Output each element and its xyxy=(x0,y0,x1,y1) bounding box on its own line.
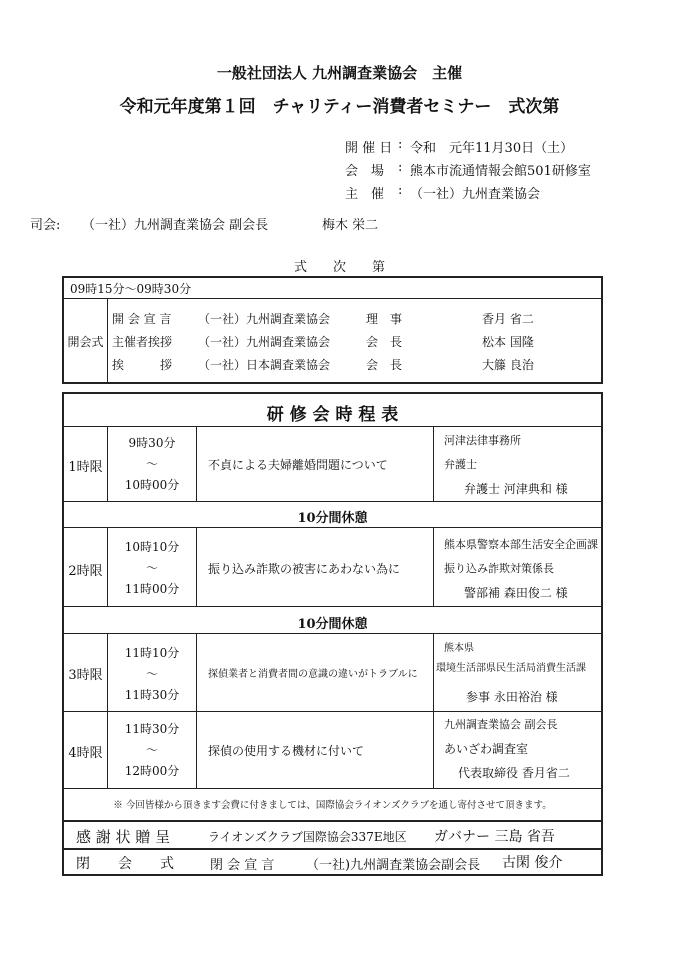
schedule-title: 研 修 会 時 程 表 xyxy=(266,405,399,425)
period-tilde: 〜 xyxy=(145,667,158,681)
closing-name: 古閑 俊介 xyxy=(502,855,563,871)
moderator-org: （一社）九州調査業協会 副会長 xyxy=(82,218,269,233)
period-label: 2時限 xyxy=(68,564,103,579)
period-end: 11時00分 xyxy=(124,582,180,596)
speaker-title: 振り込み詐欺対策係長 xyxy=(444,562,554,575)
speaker-title: 弁護士 xyxy=(444,458,477,471)
period-label: 3時限 xyxy=(68,668,103,683)
opening-name: 香月 省二 xyxy=(482,312,534,326)
opening-name: 松本 国隆 xyxy=(482,335,534,349)
info-host-label: 主 催 xyxy=(345,187,385,202)
period-start: 9時30分 xyxy=(128,436,176,450)
period-start: 11時30分 xyxy=(124,722,180,736)
period-topic: 不貞による夫婦離婚問題について xyxy=(208,458,388,472)
period-end: 10時00分 xyxy=(124,478,180,492)
program-heading: 式 次 第 xyxy=(293,260,385,275)
opening-org: （一社）日本調査業協会 xyxy=(198,358,331,372)
opening-section-label: 開会式 xyxy=(67,335,104,349)
award-person: ガバナー 三島 省吾 xyxy=(434,829,555,845)
moderator-name: 梅木 栄二 xyxy=(322,218,379,233)
opening-role: 理 事 xyxy=(366,312,403,326)
opening-time: 09時15分〜09時30分 xyxy=(70,282,192,296)
opening-name: 大籐 良治 xyxy=(482,358,534,372)
donation-note: ※ 今回皆様から頂きます会費に付きましては、国際協会ライオンズクラブを通し寄付させて頂きます。 xyxy=(113,800,552,811)
period-label: 1時限 xyxy=(68,460,103,475)
period-start: 11時10分 xyxy=(124,646,180,660)
speaker-name: 参事 永田裕治 様 xyxy=(466,690,558,704)
opening-org: （一社）九州調査業協会 xyxy=(198,335,331,349)
period-tilde: 〜 xyxy=(145,561,158,575)
period-topic: 探偵業者と消費者間の意識の違いがトラブルに xyxy=(208,669,418,680)
page-title: 令和元年度第１回 チャリティー消費者セミナー 式次第 xyxy=(119,97,560,117)
period-end: 12時00分 xyxy=(124,764,180,778)
opening-item: 主催者挨拶 xyxy=(112,335,173,349)
break-label: 10分間休憩 xyxy=(297,617,368,632)
break-label: 10分間休憩 xyxy=(297,511,368,526)
period-label: 4時限 xyxy=(68,746,103,761)
info-venue-value: 熊本市流通情報会館501研修室 xyxy=(410,164,591,179)
closing-label: 閉 会 式 xyxy=(76,856,174,872)
speaker-affiliation: 熊本県警察本部生活安全企画課 xyxy=(444,538,598,551)
opening-item: 開 会 宣 言 xyxy=(112,312,172,326)
speaker-name: 弁護士 河津典和 様 xyxy=(464,482,568,496)
period-tilde: 〜 xyxy=(145,457,158,471)
info-date-value: 令和 元年11月30日（土） xyxy=(410,141,574,156)
speaker-affiliation: 九州調査業協会 副会長 xyxy=(444,718,558,731)
info-date-label: 開 催 日 xyxy=(345,141,393,156)
speaker-title: あいざわ調査室 xyxy=(444,742,529,756)
organizer-line: 一般社団法人 九州調査業協会 主催 xyxy=(216,64,463,82)
closing-org: （一社)九州調査業協会副会長 xyxy=(306,858,481,873)
speaker-name: 警部補 森田俊二 様 xyxy=(464,586,568,600)
period-topic: 振り込み詐欺の被害にあわない為に xyxy=(208,562,401,576)
period-topic: 探偵の使用する機材に付いて xyxy=(208,744,365,758)
speaker-affiliation: 熊本県 xyxy=(444,643,474,654)
opening-role: 会 長 xyxy=(366,335,403,349)
opening-role: 会 長 xyxy=(366,358,403,372)
period-end: 11時30分 xyxy=(124,688,180,702)
award-org: ライオンズクラブ国際協会337E地区 xyxy=(208,830,407,844)
opening-org: （一社）九州調査業協会 xyxy=(198,312,331,326)
award-label: 感 謝 状 贈 呈 xyxy=(76,828,171,846)
info-venue-label: 会 場 xyxy=(345,164,385,179)
speaker-affiliation: 河津法律事務所 xyxy=(444,434,521,447)
period-start: 10時10分 xyxy=(124,540,180,554)
moderator-label: 司会: xyxy=(30,218,61,233)
opening-item: 挨 拶 xyxy=(112,358,173,372)
speaker-title: 環境生活部県民生活局消費生活課 xyxy=(436,663,586,674)
period-tilde: 〜 xyxy=(145,743,158,757)
speaker-name: 代表取締役 香月省二 xyxy=(458,766,570,780)
info-host-value: （一社）九州査業協会 xyxy=(410,187,541,202)
closing-item: 閉 会 宣 言 xyxy=(210,858,275,873)
program-document: 一般社団法人 九州調査業協会 主催 令和元年度第１回 チャリティー消費者セミナー 式次第 開 催 日 : 令和 元年11月30日（土） 会 場 : 熊本市流通情報会館501研修室 主 催 : （一社）九州査業協会 司会: （一社）九州調査業協会 副会長 梅木 栄二 式 次 第 09時15分〜09時30分 開会式 開 会 宣 言 （一社）九州調査業協会 理 事 香月 省二 主催者挨拶 （一社）九州調査業協会 会 長 松本 国隆 挨 拶 （一社）日本調査業協会 会 長 大籐 良治 研 修 会 時 程 表 1時限 9時30分 〜 10時00分 不貞による夫婦離婚問題について 河津法律事務所 弁護士 弁護士 河津典和 様 10分間休憩 2時限 10時10分 〜 11時00分 振り込み詐欺の被害にあわない為に 熊本県警察本部生活安全企画課 振り込み詐欺対策係長 警部補 森田俊二 様 10分間休憩 3時限 11時10分 〜 11時30分 探偵業者と消費者間の意識の違いがトラブルに 熊本県 環境生活部県民生活局消費生活課 参事 永田裕治 様 4時限 11時30分 〜 12時00分 探偵の使用する機材に付いて 九州調査業協会 副会長 あいざわ調査室 代表取締役 香月省二 ※ 今回皆様から頂きます会費に付きましては、国際協会ライオンズクラブを通し寄付させて頂きます。 感 謝 状 贈 呈 ライオンズクラブ国際協会337E地区 ガバナー 三島 省吾 閉 会 式 閉 会 宣 言 （一社)九州調査業協会副会長 古閑 俊介 xyxy=(0,0,679,960)
